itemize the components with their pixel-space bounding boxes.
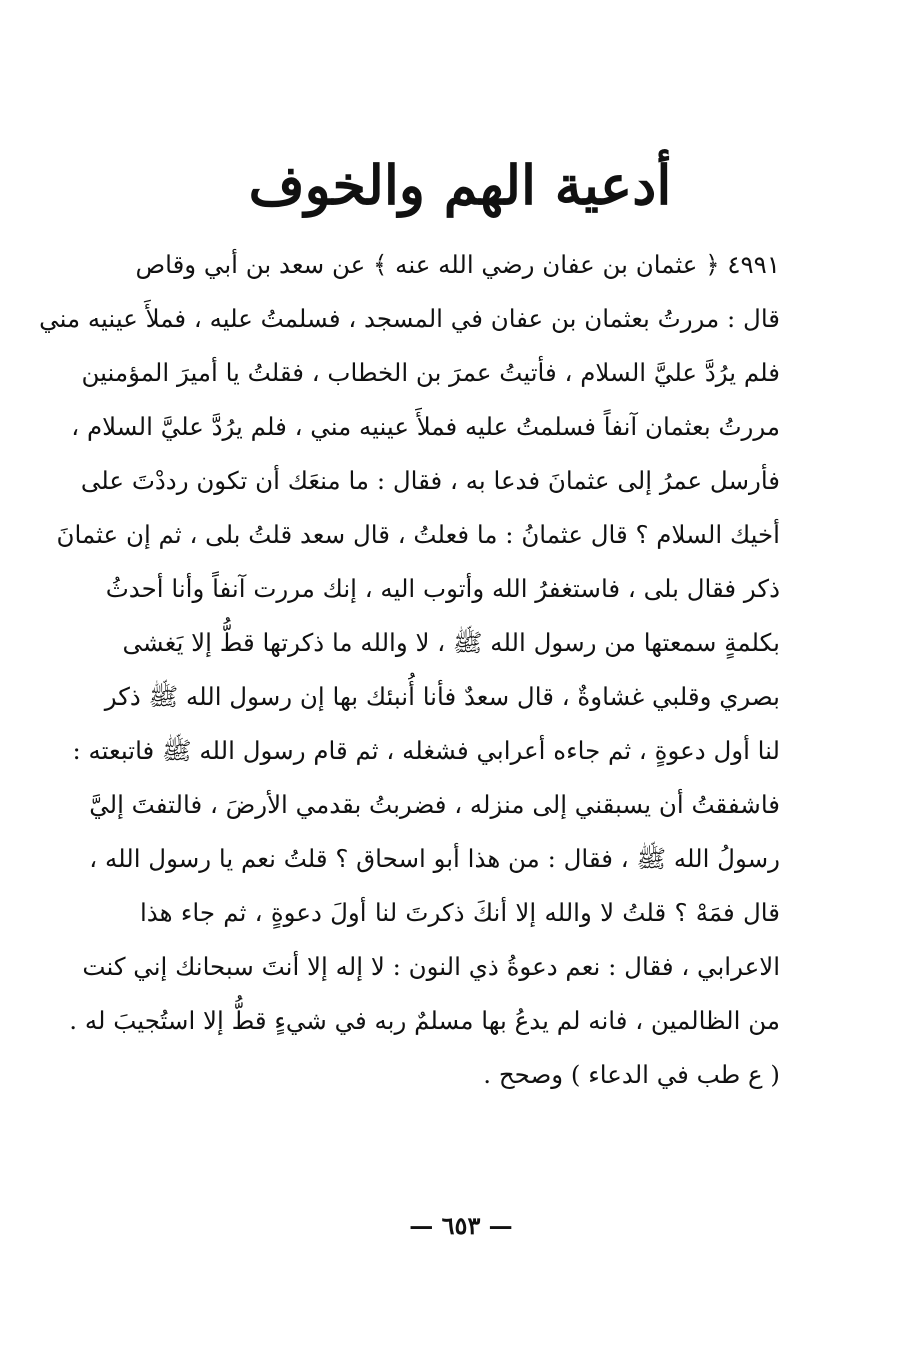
page-number: — ٦٥٣ —	[409, 1211, 513, 1240]
text-line: فلم يرُدَّ عليَّ السلام ، فأتيتُ عمرَ بن الخطاب ، فقلتُ يا أميرَ المؤمنين	[81, 358, 780, 387]
text-line: ٤٩٩١ ﴿ عثمان بن عفان رضي الله عنه ﴾ عن سعد بن أبي وقاص	[135, 250, 780, 279]
source-reference: ( ع طب في الدعاء ) وصحح .	[483, 1060, 780, 1089]
text-line: لنا أول دعوةٍ ، ثم جاءه أعرابي فشغله ، ثم قام رسول الله ﷺ فاتبعته :	[72, 736, 780, 765]
chapter-title: أدعية الهم والخوف	[248, 153, 672, 217]
text-line: الاعرابي ، فقال : نعم دعوةُ ذي النون : لا إله إلا أنتَ سبحانك إني كنت	[82, 952, 780, 981]
text-line: ذكر فقال بلى ، فاستغفرُ الله وأتوب اليه ، إنك مررت آنفاً وأنا أحدثُ	[105, 574, 780, 603]
text-line: فأرسل عمرُ إلى عثمانَ فدعا به ، فقال : ما منعَك أن تكون رددْتَ على	[80, 466, 780, 495]
text-line: قال : مررتُ بعثمان بن عفان في المسجد ، فسلمتُ عليه ، فملأَ عينيه مني	[39, 304, 780, 333]
text-line: أخيك السلام ؟ قال عثمانُ : ما فعلتُ ، قال سعد قلتُ بلى ، ثم إن عثمانَ	[56, 520, 780, 549]
text-line: بكلمةٍ سمعتها من رسول الله ﷺ ، لا والله ما ذكرتها قطُّ إلا يَغشى	[122, 628, 780, 657]
hadith-text	[39, 238, 780, 1102]
text-line: فاشفقتُ أن يسبقني إلى منزله ، فضربتُ بقدمي الأرضَ ، فالتفتَ إليَّ	[89, 790, 780, 819]
text-line: رسولُ الله ﷺ ، فقال : من هذا أبو اسحاق ؟ قلتُ نعم يا رسول الله ،	[89, 844, 780, 873]
text-line: بصري وقلبي غشاوةٌ ، قال سعدٌ فأنا أُنبئك بها إن رسول الله ﷺ ذكر	[104, 682, 780, 711]
text-line: من الظالمين ، فانه لم يدعُ بها مسلمٌ ربه في شيءٍ قطُّ إلا استُجيبَ له .	[69, 1006, 780, 1035]
text-line: قال فمَهْ ؟ قلتُ لا والله إلا أنكَ ذكرتَ لنا أولَ دعوةٍ ، ثم جاء هذا	[140, 898, 780, 927]
text-line: مررتُ بعثمان آنفاً فسلمتُ عليه فملأَ عينيه مني ، فلم يرُدَّ عليَّ السلام ،	[71, 412, 780, 441]
